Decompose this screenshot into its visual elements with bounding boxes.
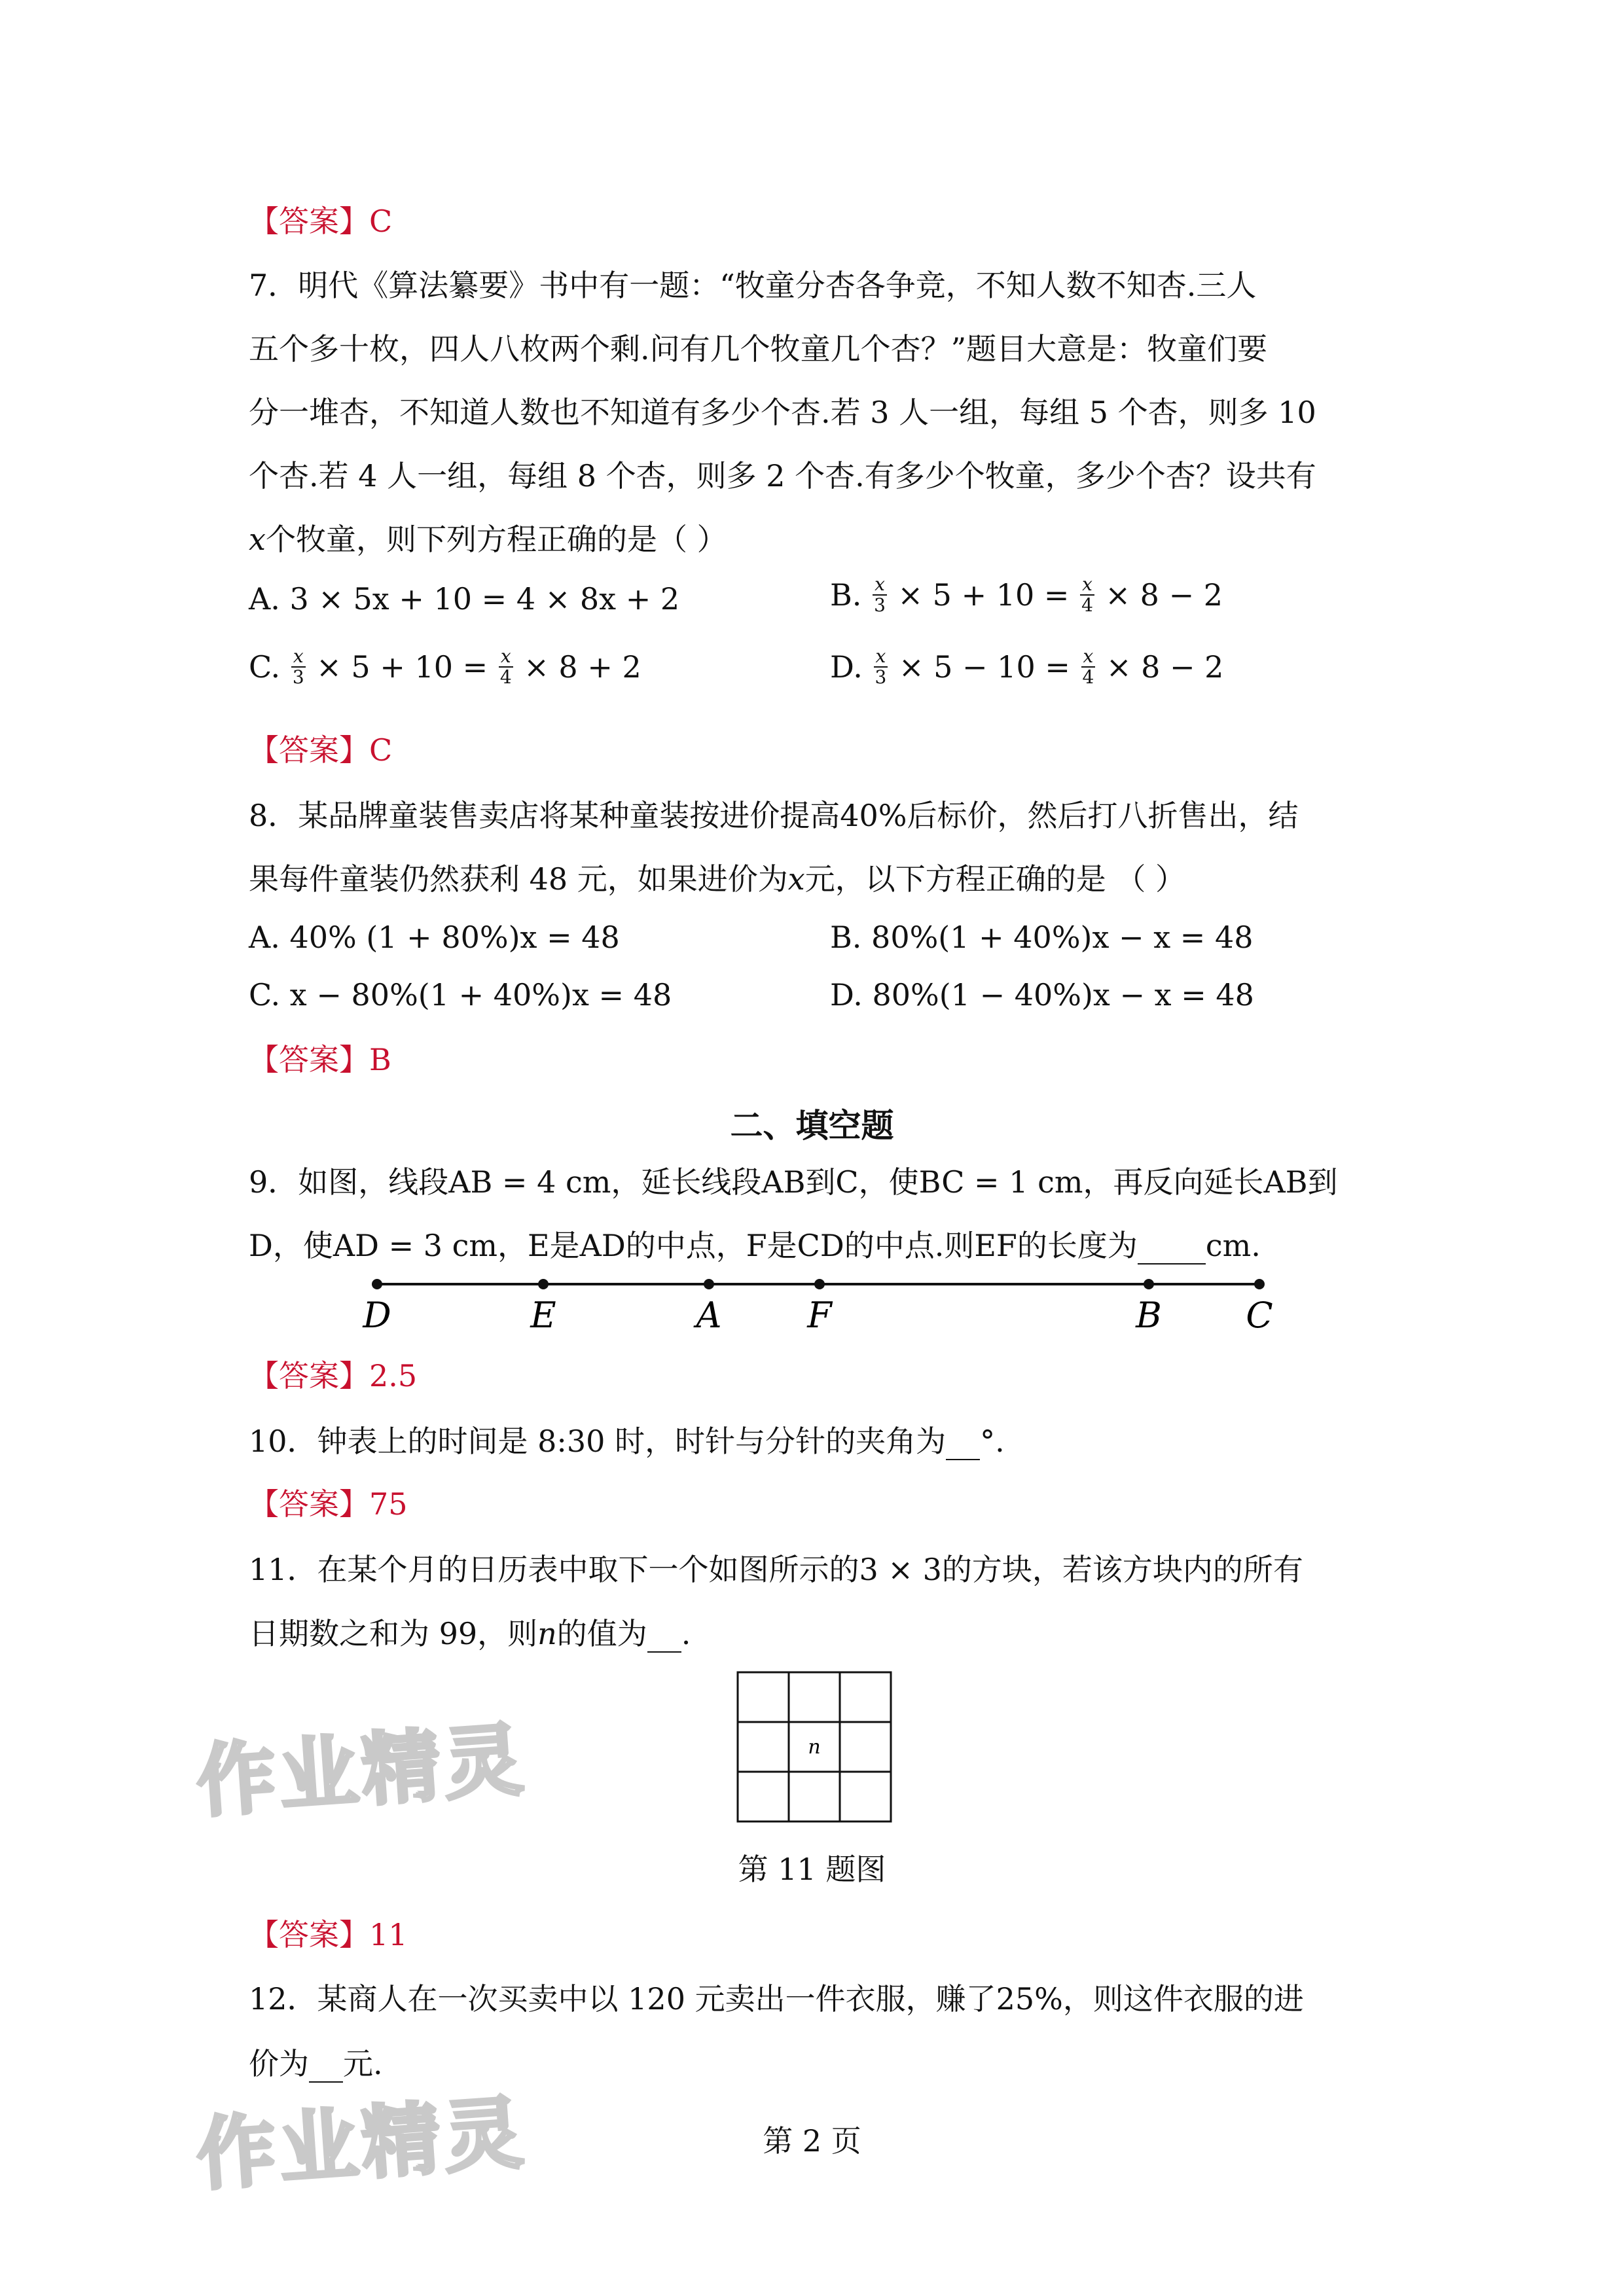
q7-option-b — [830, 573, 1223, 618]
calendar-grid-3x3 — [736, 1670, 893, 1823]
q9-line2 — [249, 1222, 1261, 1265]
point-b — [1144, 1279, 1154, 1289]
answer-value: 11 — [369, 1917, 408, 1952]
answer-q6 — [249, 198, 392, 241]
answer-value: 75 — [369, 1486, 408, 1522]
q8-line2-text-a: 果每件童装仍然获利 48 元，如果进价为 — [249, 861, 788, 897]
answer-q11 — [249, 1911, 408, 1954]
answer-blank — [647, 1616, 681, 1653]
q10-unit: °. — [980, 1424, 1005, 1459]
label-f: F — [807, 1295, 832, 1336]
watermark-logo: 作业精灵 — [194, 2087, 530, 2202]
q7-line3: 分一堆杏，不知道人数也不知道有多少个杏.若 3 人一组，每组 5 个杏，则多 10 — [249, 395, 1316, 430]
q8-option-b: B. 80%(1 + 40%)x − x = 48 — [830, 920, 1254, 955]
option-b-part2: × 8 − 2 — [1105, 577, 1223, 613]
q11-line2 — [249, 1610, 691, 1653]
answer-value: B — [369, 1042, 391, 1077]
option-c-part1: × 5 + 10 = — [316, 649, 488, 685]
answer-q10 — [249, 1480, 408, 1524]
answer-q7 — [249, 726, 392, 770]
answer-blank — [309, 2046, 343, 2083]
variable-x: x — [787, 861, 805, 897]
answer-prefix: 【答案】 — [249, 204, 369, 239]
option-label: B. — [830, 577, 862, 613]
answer-q9 — [249, 1352, 417, 1395]
q7-line1: 7．明代《算法纂要》书中有一题：“牧童分杏各争竞，不知人数不知杏.三人 — [249, 268, 1257, 303]
q12-line2 — [249, 2040, 383, 2083]
fraction-x-over-4: $\frac{x}{4}$ — [499, 645, 512, 688]
q11-line2-end: . — [681, 1616, 691, 1651]
option-d-part1: × 5 − 10 = — [898, 649, 1070, 685]
figure-caption: 第 11 题图 — [738, 1852, 886, 1887]
option-b-part1: × 5 + 10 = — [897, 577, 1070, 613]
answer-value: 2.5 — [369, 1358, 418, 1393]
q10-text: 10．钟表上的时间是 8:30 时，时针与分针的夹角为 — [249, 1424, 947, 1459]
answer-prefix: 【答案】 — [249, 1486, 369, 1522]
answer-prefix: 【答案】 — [249, 732, 369, 768]
answer-blank — [1138, 1228, 1206, 1265]
option-label: D. — [830, 649, 863, 685]
option-c-part2: × 8 + 2 — [524, 649, 641, 685]
label-c: C — [1246, 1295, 1273, 1336]
fraction-x-over-4: $\frac{x}{4}$ — [1082, 645, 1094, 688]
q12-line2-text: 价为 — [249, 2046, 309, 2081]
variable-n: n — [537, 1616, 557, 1651]
fraction-x-over-3: $\frac{x}{3}$ — [292, 645, 304, 688]
q8-option-c: C. x − 80%(1 + 40%)x = 48 — [249, 977, 672, 1013]
q8-line2-text-b: 元，以下方程正确的是 （ ） — [804, 861, 1185, 897]
q8-line1: 8．某品牌童装售卖店将某种童装按进价提高40%后标价，然后打八折售出，结 — [249, 798, 1299, 833]
answer-value: C — [369, 204, 393, 239]
fraction-x-over-3: $\frac{x}{3}$ — [874, 573, 886, 616]
q7-option-a: A. 3 × 5x + 10 = 4 × 8x + 2 — [249, 581, 680, 617]
label-e: E — [530, 1295, 556, 1336]
answer-blank — [946, 1424, 980, 1460]
q11-line2-text-b: 的值为 — [556, 1616, 647, 1651]
q12-line2-unit: 元. — [343, 2046, 383, 2081]
point-d — [372, 1279, 382, 1289]
watermark-logo: 作业精灵 — [194, 1714, 530, 1829]
q7-line5 — [249, 516, 727, 559]
answer-value: C — [369, 732, 393, 768]
variable-x: x — [249, 522, 266, 557]
q10-line1 — [249, 1418, 1005, 1461]
q11-line1: 11．在某个月的日历表中取下一个如图所示的3 × 3的方块，若该方块内的所有 — [249, 1552, 1303, 1587]
label-b: B — [1136, 1295, 1162, 1336]
q7-line2: 五个多十枚，四人八枚两个剩.问有几个牧童几个杏？”题目大意是：牧童们要 — [249, 331, 1268, 367]
q9-line2-unit: cm. — [1205, 1228, 1261, 1263]
q12-line1: 12．某商人在一次买卖中以 120 元卖出一件衣服，赚了25%，则这件衣服的进 — [249, 1981, 1304, 2017]
answer-prefix: 【答案】 — [249, 1358, 369, 1393]
q8-option-a: A. 40% (1 + 80%)x = 48 — [249, 920, 620, 955]
q7-line4: 个杏.若 4 人一组，每组 8 个杏，则多 2 个杏.有多少个牧童，多少个杏？设共有 — [249, 458, 1316, 493]
q7-option-d — [830, 645, 1224, 690]
option-d-part2: × 8 − 2 — [1106, 649, 1224, 685]
page-number: 第 2 页 — [763, 2123, 861, 2159]
answer-q8 — [249, 1036, 391, 1079]
fraction-x-over-3: $\frac{x}{3}$ — [875, 645, 887, 688]
q7-line5-text: 个牧童，则下列方程正确的是（ ） — [265, 522, 727, 557]
answer-prefix: 【答案】 — [249, 1917, 369, 1952]
section-heading-fill-in: 二、填空题 — [730, 1107, 894, 1145]
point-e — [538, 1279, 549, 1289]
q8-line2 — [249, 855, 1185, 899]
label-a: A — [696, 1295, 722, 1336]
point-f — [814, 1279, 825, 1289]
q7-option-c — [249, 645, 641, 690]
q11-line2-text-a: 日期数之和为 99，则 — [249, 1616, 538, 1651]
answer-prefix: 【答案】 — [249, 1042, 369, 1077]
grid-center-n: n — [808, 1736, 821, 1759]
point-c — [1254, 1279, 1265, 1289]
point-a — [704, 1279, 714, 1289]
q8-option-d: D. 80%(1 − 40%)x − x = 48 — [830, 977, 1254, 1013]
fraction-x-over-4: $\frac{x}{4}$ — [1081, 573, 1093, 616]
q9-line2-text: D，使AD = 3 cm，E是AD的中点，F是CD的中点.则EF的长度为 — [249, 1228, 1138, 1263]
label-d: D — [363, 1295, 391, 1336]
option-label: C. — [249, 649, 281, 685]
q9-line1: 9．如图，线段AB = 4 cm，延长线段AB到C，使BC = 1 cm，再反向延长AB到 — [249, 1164, 1338, 1200]
line-segment-figure — [353, 1270, 1309, 1342]
